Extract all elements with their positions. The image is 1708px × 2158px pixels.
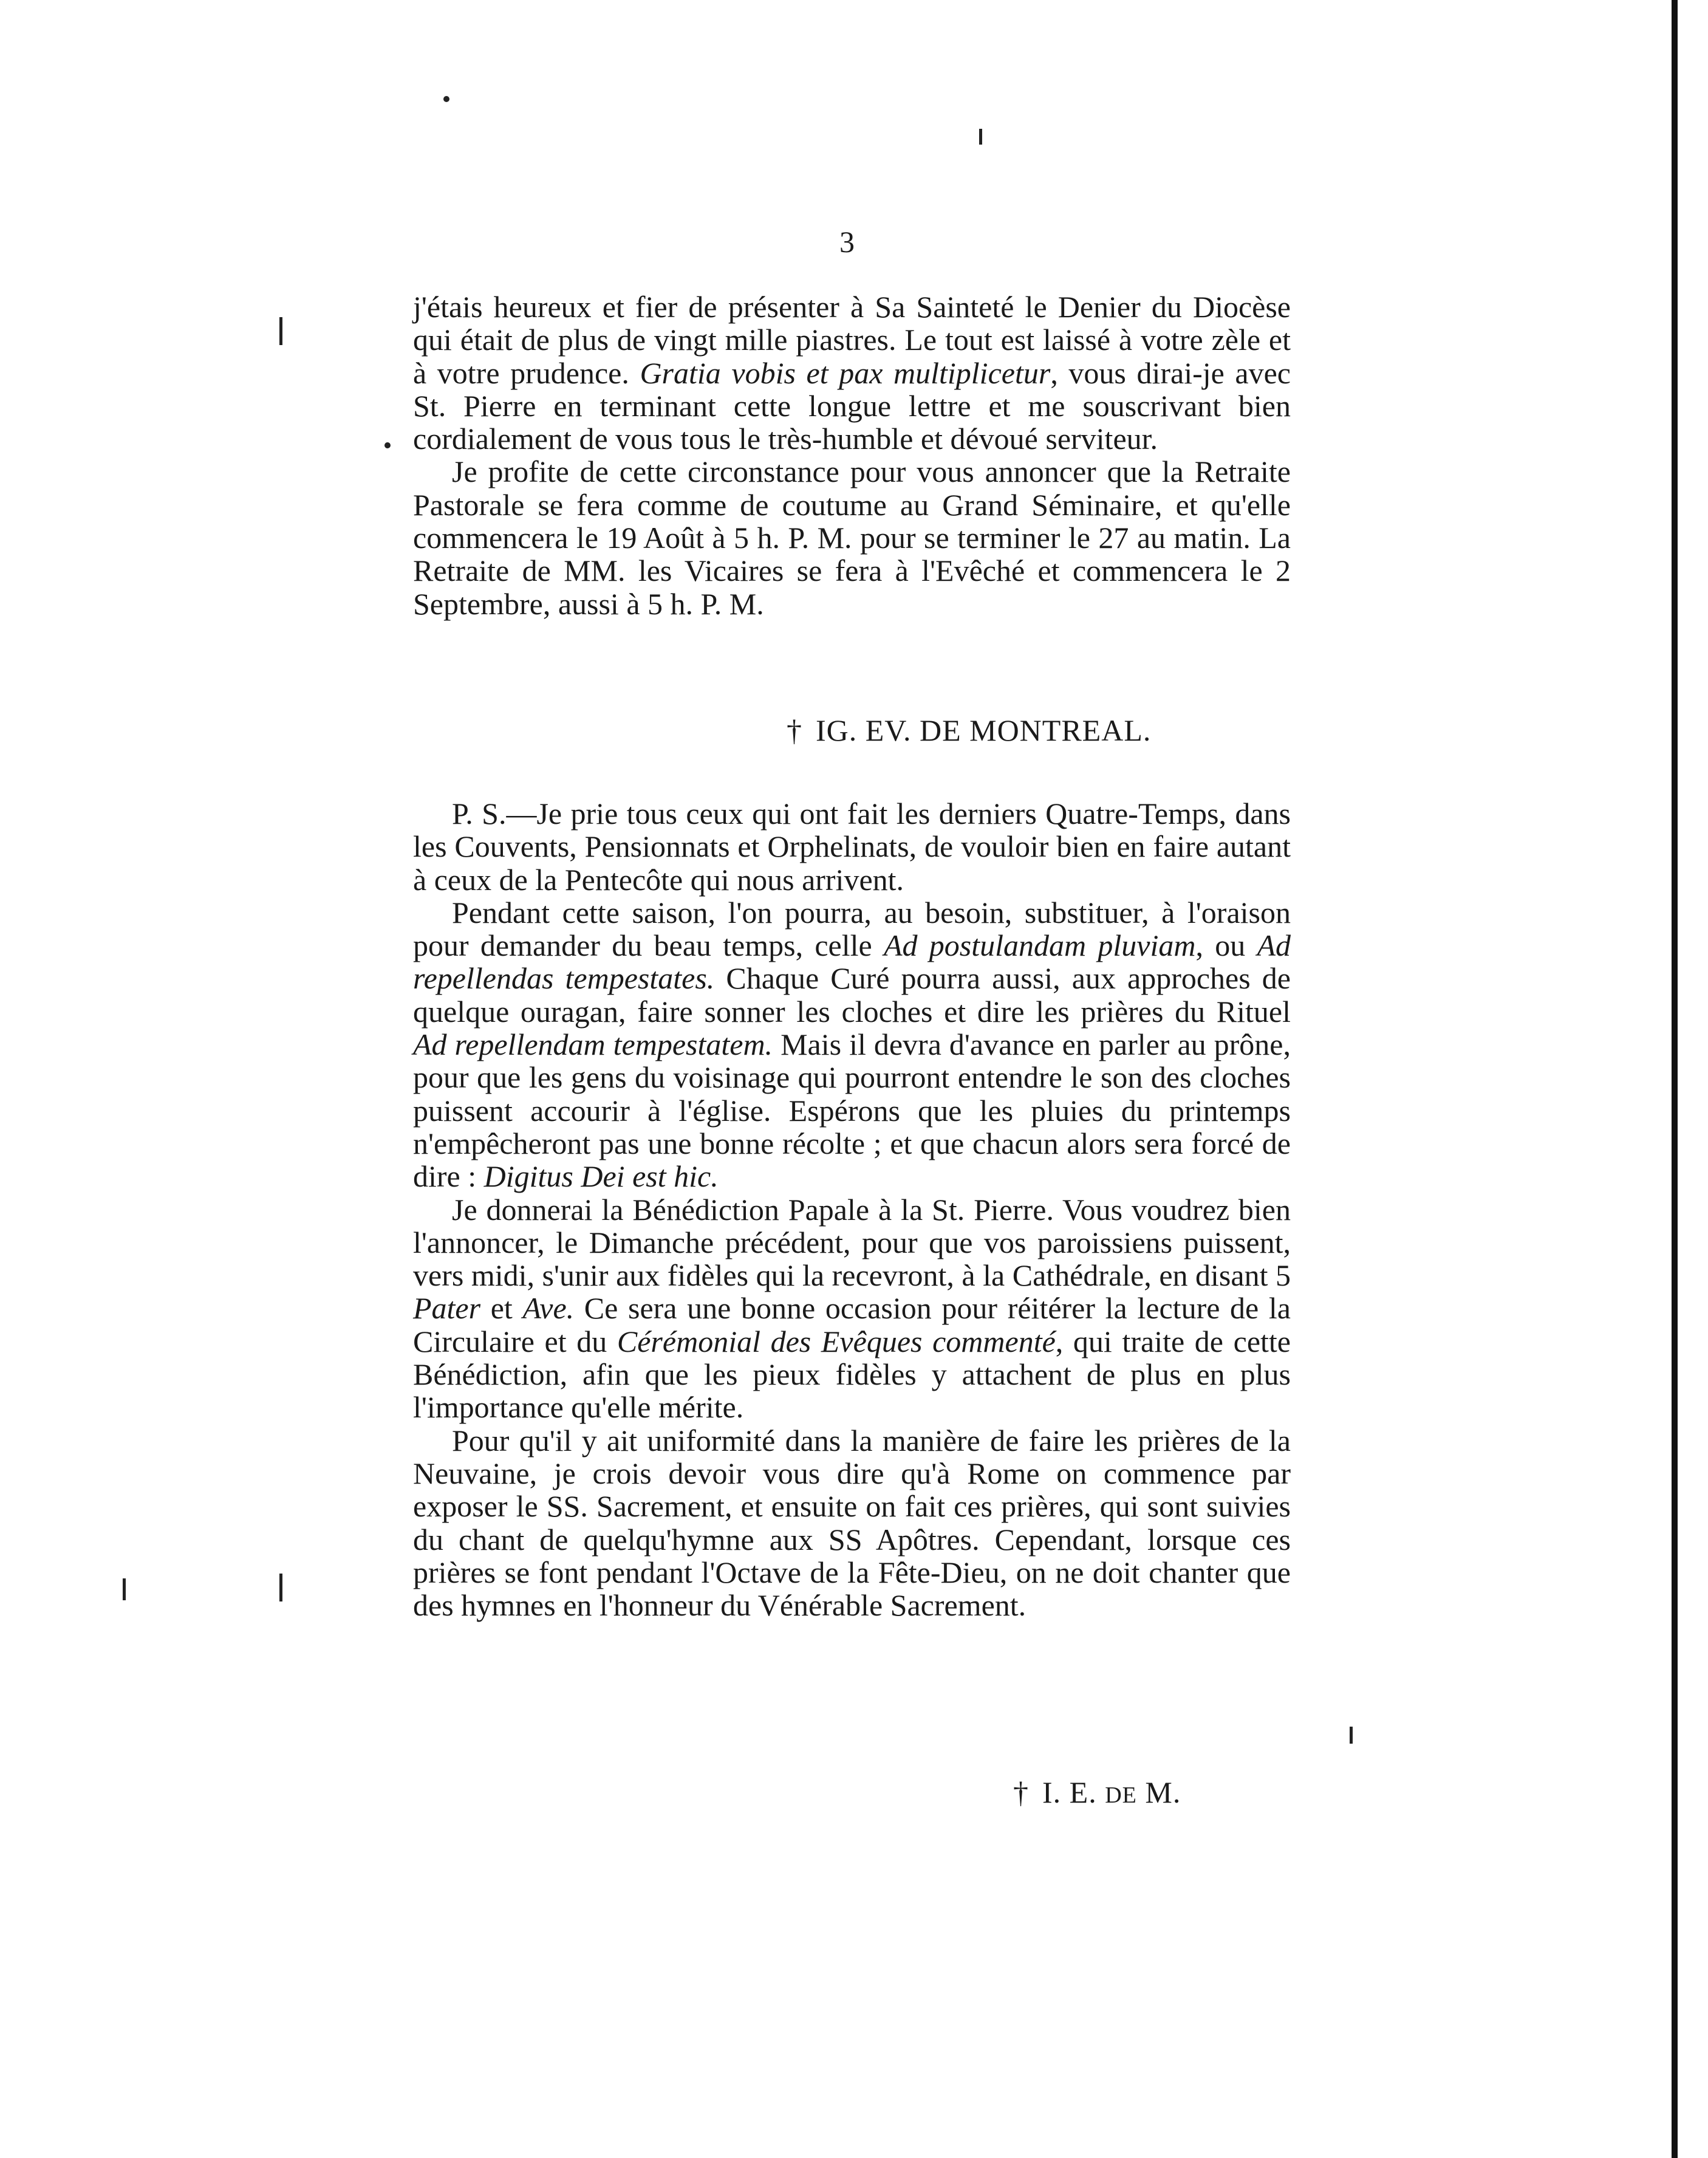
paragraph-text: Pendant cette saison, l'on pourra, au besoin, substituer, à l'oraison pour demander du beau temps, celle [413,895,1291,963]
paragraph-text: Pour qu'il y ait uniformité dans la manière de faire les prières de la Neuvaine, je crois devoir vous dire qu'à Rome on commence par exposer le SS. Sacrement, et ensuite on fait ces prières, qui sont suivies du chant de quelqu'hymne aux SS Apôtres. Cependant, lorsque ces prières se font pendant l'Octave de la Fête-Dieu, on ne doit chanter que des hymnes en l'honneur du Vénérable Sacrement. [413,1423,1291,1623]
latin-phrase: Ave. [522,1291,575,1326]
signature-name: IG. EV. DE MONTREAL. [816,713,1152,747]
signature-initials: I. E. [1042,1775,1097,1809]
cross-icon: † [1013,1775,1029,1809]
paragraph-text: Chaque Curé pourra aussi, aux approches de quelque ouragan, faire sonner les cloches et dire les prières du Rituel [413,961,1291,1029]
paragraph [413,1193,1291,1424]
cross-icon: † [787,713,802,747]
latin-phrase: Pater [413,1291,481,1326]
paragraph [413,455,1291,620]
paragraph-text: , ou [1195,928,1257,963]
paragraph-text: P. S.—Je prie tous ceux qui ont fait les derniers Quatre-Temps, dans les Couvents, Pensionnats et Orphelinats, de vouloir bien en faire autant à ceux de la Pentecôte qui nous arrivent. [413,796,1291,897]
scan-speck [279,317,282,345]
bishop-signature [787,712,1151,748]
paragraph-text: j'étais heureux et fier de présenter à Sa Sainteté le Denier du Diocèse qui était de plus de vingt mille piastres. Le tout est laissé à votre zèle et à votre prudence. [413,290,1291,390]
page-border-right [1672,0,1678,2158]
scan-speck [279,1574,282,1601]
paragraph-text: Je donnerai la Bénédiction Papale à la St. Pierre. Vous voudrez bien l'annoncer, le Dimanche précédent, pour que vos paroissiens puissent, vers midi, s'unir aux fidèles qui la recevront, à la Cathédrale, en disant 5 [413,1192,1291,1293]
paragraph-text: , vous dirai-je avec St. Pierre en terminant cette longue lettre et me souscrivant bien cordialement de vous tous le très-humble et dévoué serviteur. [413,355,1291,456]
scan-speck [443,96,449,102]
paragraph-text: , qui traite de cette Bénédiction, afin que les pieux fidèles y attachent de plus en plus l'importance qu'elle mérite. [413,1324,1291,1425]
latin-phrase: Ad repellendam tempestatem. [413,1027,773,1062]
postscript [413,797,1291,1622]
paragraph-text: Je profite de cette circonstance pour vous annoncer que la Retraite Pastorale se fera comme de coutume au Grand Séminaire, et qu'elle commencera le 19 Août à 5 h. P. M. pour se terminer le 27 au matin. La Retraite de MM. les Vicaires se fera à l'Evêché et commencera le 2 Septembre, aussi à 5 h. P. M. [413,454,1291,621]
paragraph-text: Ce sera une bonne occasion pour réitérer la lecture de la Circulaire et du [413,1291,1291,1358]
paragraph-text: Mais il devra d'avance en parler au prône, pour que les gens du voisinage qui pourront entendre le son des cloches puissent accourir à l'église. Espérons que les pluies du printemps n'empêcheront pas une bonne récolte ; et que chacun alors sera forcé de dire : [413,1027,1291,1194]
paragraph [413,290,1291,455]
latin-phrase: Gratia vobis et pax multiplicetur [640,355,1051,390]
latin-phrase: Digitus Dei est hic. [483,1159,719,1194]
scan-speck [979,129,982,145]
latin-phrase: Ad repellendas tempestates. [413,928,1291,996]
signature-initials: M. [1145,1775,1181,1809]
paragraph [413,896,1291,1193]
initials-signature [1013,1774,1181,1814]
letter-body [413,290,1291,620]
book-title: Cérémonial des Evêques commenté [617,1324,1056,1358]
paragraph [413,797,1291,896]
scan-speck [384,442,391,448]
signature-particle: DE [1105,1783,1137,1808]
page-number: 3 [839,225,855,259]
paragraph-text: et [480,1291,523,1326]
latin-phrase: Ad postulandam pluviam [883,928,1196,963]
paragraph [413,1424,1291,1622]
scan-speck [123,1578,126,1600]
scan-speck [1350,1727,1353,1744]
